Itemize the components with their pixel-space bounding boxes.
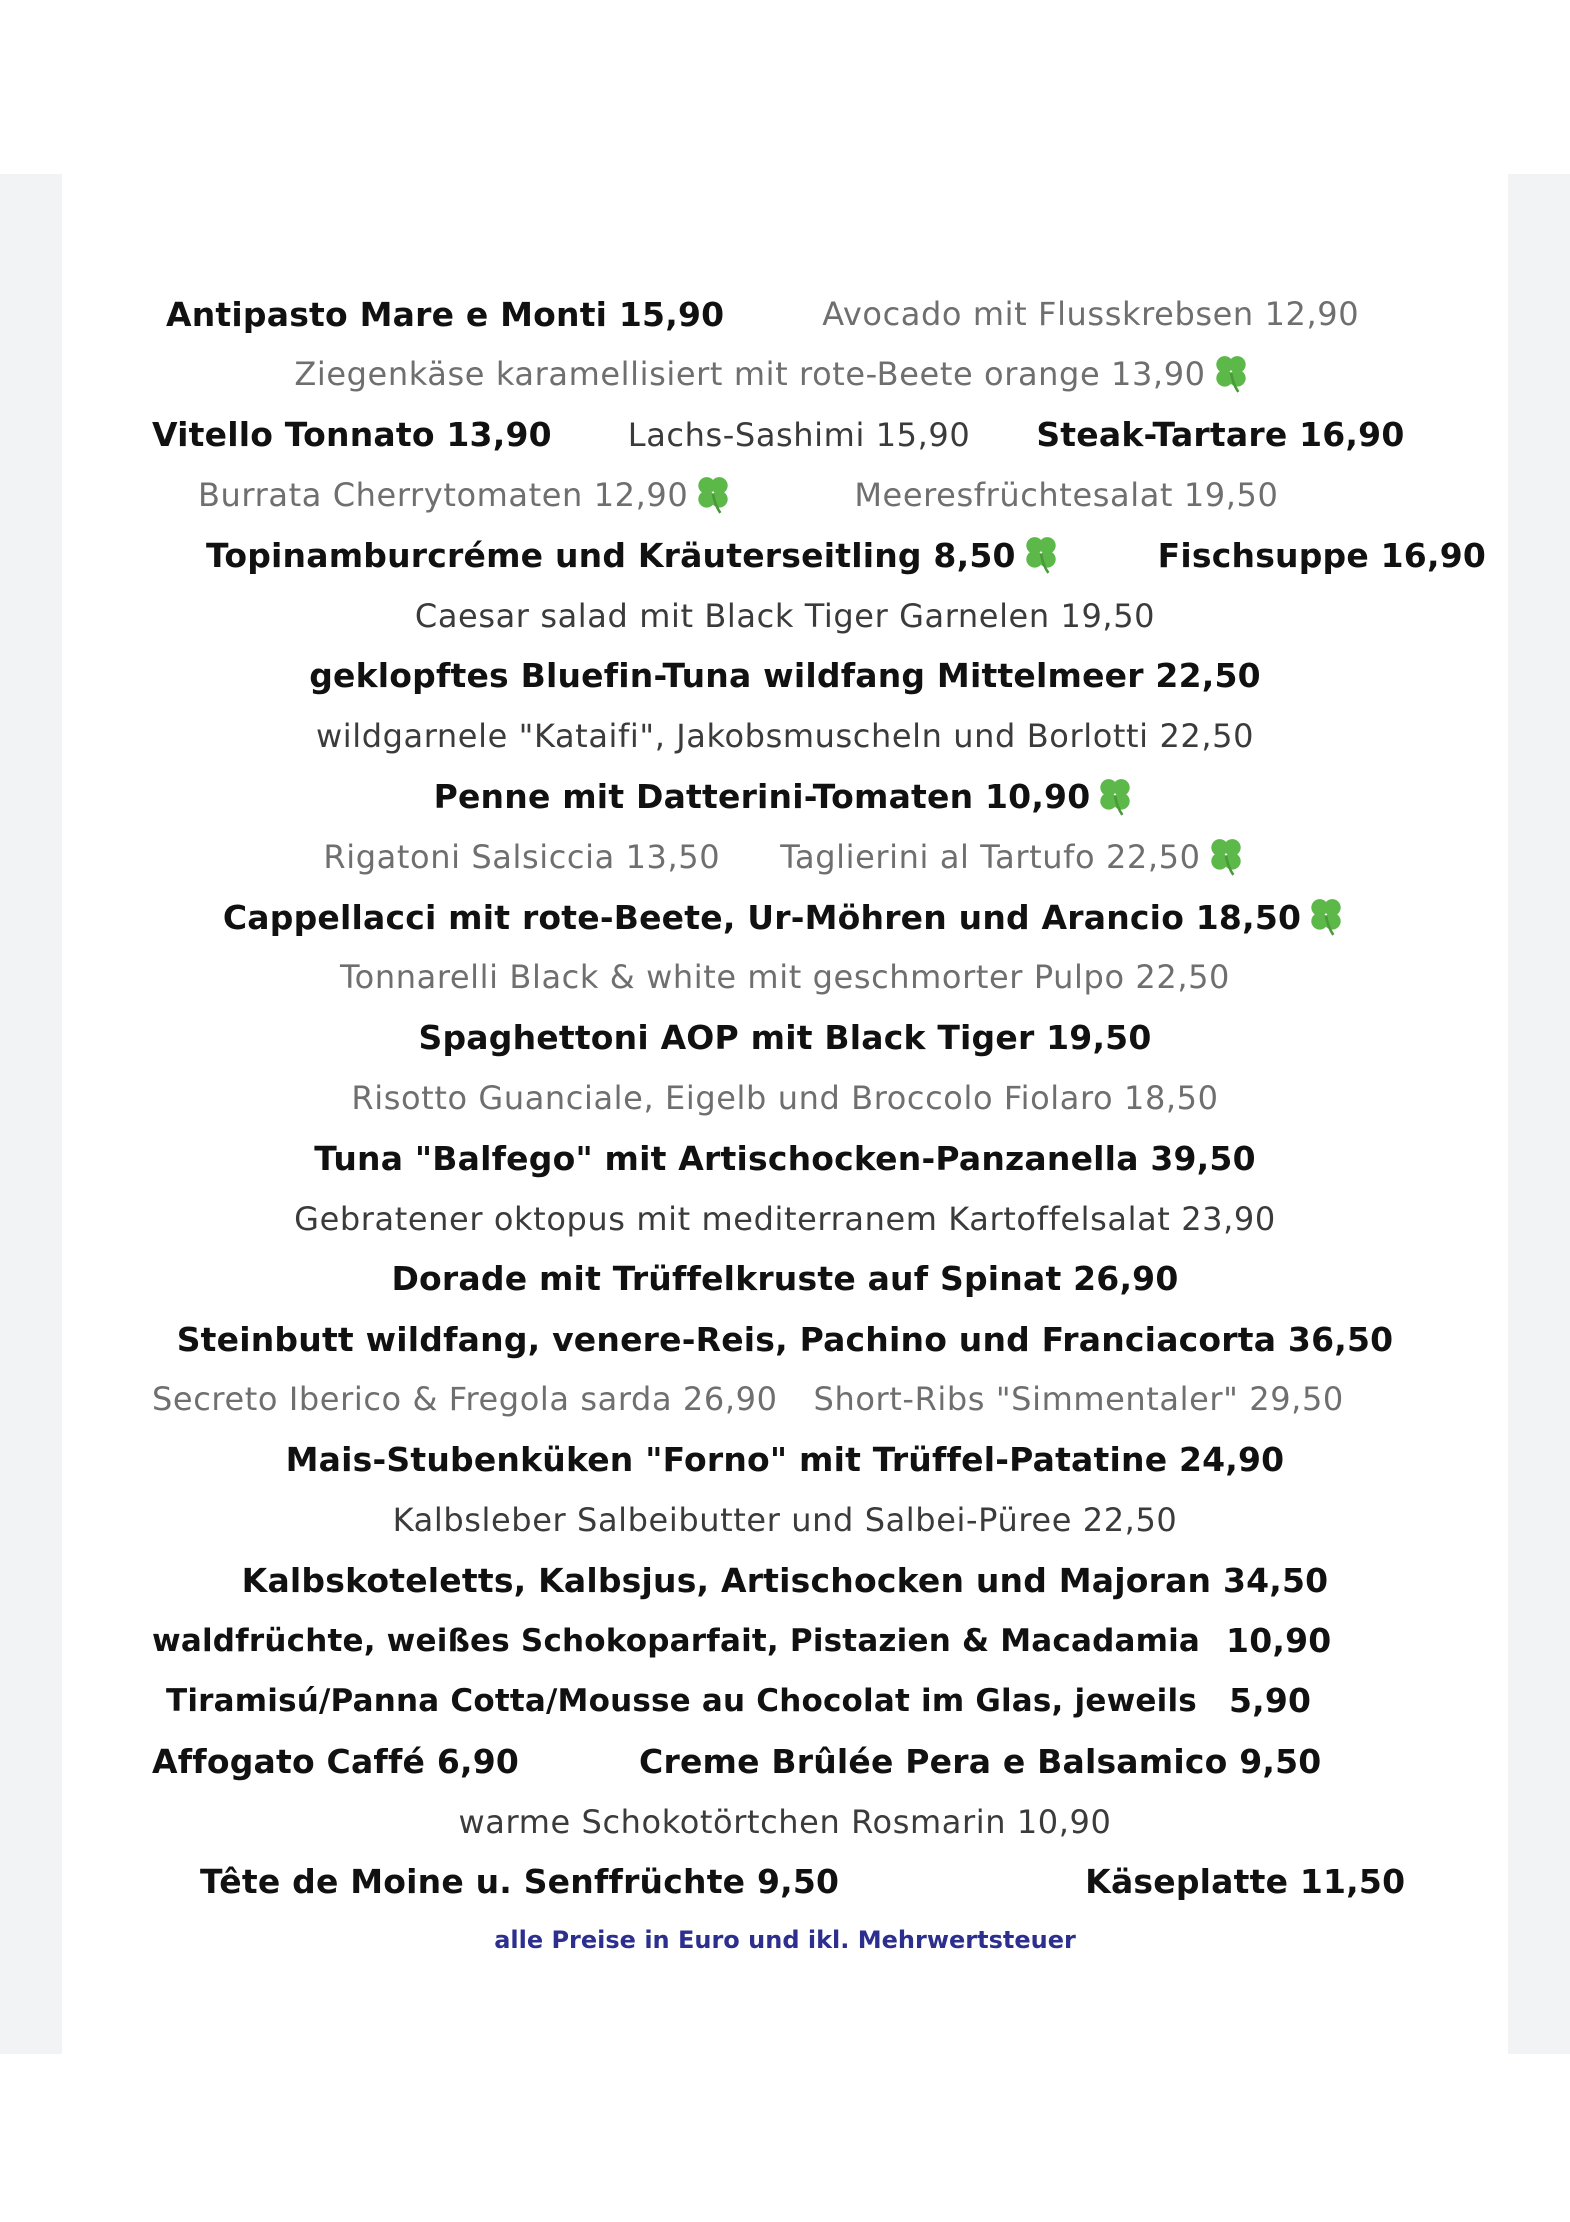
menu-item: Antipasto Mare e Monti 15,90 [166,294,725,334]
menu-line [62,1490,1508,1550]
menu-line [62,947,1508,1007]
menu-line [62,827,1508,887]
menu-item: Steinbutt wildfang, venere-Reis, Pachino und Franciacorta 36,50 [176,1319,1394,1359]
menu-item: Short-Ribs "Simmentaler" 29,50 [813,1380,1344,1419]
menu-item: Affogato Caffé 6,90 [152,1741,520,1781]
menu-item: Mais-Stubenküken "Forno" mit Trüffel-Patatine 24,90 [285,1440,1285,1480]
menu-item-price: 5,90 [1228,1681,1312,1721]
menu-line [62,284,1508,344]
menu-line [62,465,1508,525]
left-margin-panel [0,174,62,2054]
menu-list [62,284,1508,1954]
menu-line [62,1611,1508,1671]
menu-item: Spaghettoni AOP mit Black Tiger 19,50 [418,1018,1152,1058]
menu-line [62,1188,1508,1248]
menu-line [62,525,1508,585]
menu-item: Vitello Tonnato 13,90 [152,415,552,455]
menu-item: Fischsuppe 16,90 [1157,535,1487,575]
menu-line [62,1550,1508,1610]
four-leaf-clover-icon [1210,353,1252,395]
menu-line [62,1791,1508,1851]
menu-item: Cappellacci mit rote-Beete, Ur-Möhren und Arancio 18,50 [222,897,1302,937]
menu-item: Gebratener oktopus mit mediterranem Kartoffelsalat 23,90 [294,1199,1276,1238]
menu-item: Kalbskoteletts, Kalbsjus, Artischocken und Majoran 34,50 [241,1560,1329,1600]
menu-line [62,1068,1508,1128]
menu-item: Risotto Guanciale, Eigelb und Broccolo Fiolaro 18,50 [351,1079,1219,1117]
menu-item: Avocado mit Flusskrebsen 12,90 [822,295,1360,334]
menu-item: Tiramisú/Panna Cotta/Mousse au Chocolat im Glas, jeweils [166,1682,1197,1719]
menu-line [62,1309,1508,1369]
menu-item: Dorade mit Trüffelkruste auf Spinat 26,90 [391,1259,1179,1299]
menu-line [62,1249,1508,1309]
menu-line [62,766,1508,826]
menu-item: Creme Brûlée Pera e Balsamico 9,50 [639,1741,1322,1781]
menu-page [62,174,1508,2054]
right-margin-panel [1508,174,1570,2054]
menu-item: Rigatoni Salsiccia 13,50 [323,837,721,876]
menu-item: Tuna "Balfego" mit Artischocken-Panzanella 39,50 [314,1138,1256,1178]
menu-line [62,344,1508,404]
menu-item: Kalbsleber Salbeibutter und Salbei-Püree 22,50 [392,1501,1178,1540]
menu-item: geklopftes Bluefin-Tuna wildfang Mittelmeer 22,50 [309,656,1261,696]
four-leaf-clover-icon [1094,776,1136,818]
four-leaf-clover-icon [1305,896,1347,938]
menu-item: Käseplatte 11,50 [1085,1862,1406,1902]
menu-item: Taglierini al Tartufo 22,50 [780,837,1201,876]
menu-line [62,1671,1508,1731]
menu-item: Tête de Moine u. Senffrüchte 9,50 [200,1862,840,1902]
menu-item: Tonnarelli Black & white mit geschmorter Pulpo 22,50 [339,958,1231,997]
menu-item: Caesar salad mit Black Tiger Garnelen 19,50 [414,596,1156,635]
menu-line [62,585,1508,645]
menu-item: warme Schokotörtchen Rosmarin 10,90 [458,1802,1112,1841]
menu-item: Lachs-Sashimi 15,90 [627,415,971,454]
menu-line [62,1128,1508,1188]
menu-line [62,405,1508,465]
menu-line [62,706,1508,766]
four-leaf-clover-icon [692,474,734,516]
menu-item: Meeresfrüchtesalat 19,50 [854,476,1279,515]
menu-item: wildgarnele "Kataifi", Jakobsmuscheln und Borlotti 22,50 [315,717,1255,756]
four-leaf-clover-icon [1205,836,1247,878]
menu-item: Steak-Tartare 16,90 [1036,415,1405,455]
menu-line [62,1852,1508,1912]
menu-item: Burrata Cherrytomaten 12,90 [198,476,689,515]
price-footnote: alle Preise in Euro und ikl. Mehrwertsteuer [494,1926,1076,1955]
menu-item: Topinamburcréme und Kräuterseitling 8,50 [206,535,1016,575]
menu-line [62,1731,1508,1791]
menu-line [62,1369,1508,1429]
menu-item: waldfrüchte, weißes Schokoparfait, Pistazien & Macadamia [152,1622,1201,1659]
menu-line [62,646,1508,706]
menu-item: Secreto Iberico & Fregola sarda 26,90 [152,1380,778,1419]
menu-item-price: 10,90 [1226,1621,1332,1661]
menu-line [62,887,1508,947]
four-leaf-clover-icon [1020,534,1062,576]
menu-item: Penne mit Datterini-Tomaten 10,90 [433,777,1091,817]
menu-line [62,1430,1508,1490]
menu-line [62,1008,1508,1068]
menu-item: Ziegenkäse karamellisiert mit rote-Beete orange 13,90 [294,355,1206,394]
